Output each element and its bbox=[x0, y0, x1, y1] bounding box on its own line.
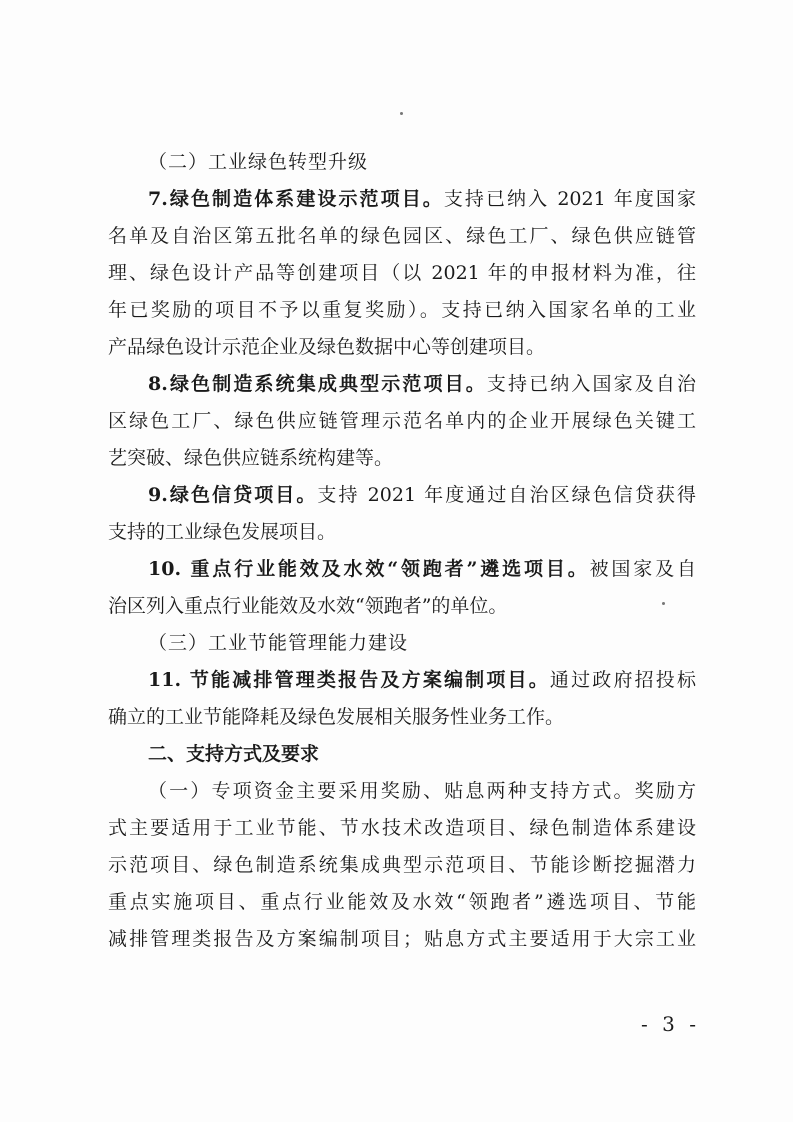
item-title: 8.绿色制造系统集成典型示范项目。 bbox=[148, 373, 487, 395]
paragraph-line: 区绿色工厂、绿色供应链管理示范名单内的企业开展绿色关键工 bbox=[108, 410, 696, 432]
paragraph-line: 产品绿色设计示范企业及绿色数据中心等创建项目。 bbox=[108, 336, 546, 358]
paragraph-line: 重点实施项目、重点行业能效及水效“领跑者”遴选项目、节能 bbox=[108, 891, 696, 913]
page-number: - 3 - bbox=[641, 1012, 700, 1036]
section-heading: （三）工业节能管理能力建设 bbox=[148, 632, 409, 654]
item-title: 9.绿色信贷项目。 bbox=[148, 484, 318, 506]
document-body bbox=[108, 144, 696, 958]
paragraph-line: 减排管理类报告及方案编制项目；贴息方式主要适用于大宗工业 bbox=[108, 928, 696, 950]
chapter-heading: 二、支持方式及要求 bbox=[148, 743, 320, 765]
paragraph-line: 10. 重点行业能效及水效“领跑者”遴选项目。被国家及自 bbox=[148, 558, 696, 580]
paragraph-line: 确立的工业节能降耗及绿色发展相关服务性业务工作。 bbox=[108, 706, 565, 728]
paragraph-line: 年已奖励的项目不予以重复奖励）。支持已纳入国家名单的工业 bbox=[108, 299, 696, 321]
paragraph-line: 7.绿色制造体系建设示范项目。支持已纳入 2021 年度国家 bbox=[148, 188, 696, 210]
paragraph-line: 名单及自治区第五批名单的绿色园区、绿色工厂、绿色供应链管 bbox=[108, 225, 696, 247]
paragraph-line: 9.绿色信贷项目。支持 2021 年度通过自治区绿色信贷获得 bbox=[148, 484, 696, 506]
paragraph-line: 示范项目、绿色制造系统集成典型示范项目、节能诊断挖掘潜力 bbox=[108, 854, 696, 876]
paragraph-line: （一）专项资金主要采用奖励、贴息两种支持方式。奖励方 bbox=[148, 780, 696, 802]
paragraph-line: 理、绿色设计产品等创建项目（以 2021 年的申报材料为准，往 bbox=[108, 262, 696, 284]
scan-speck bbox=[400, 112, 403, 115]
item-title: 10. 重点行业能效及水效“领跑者”遴选项目。 bbox=[148, 558, 590, 580]
paragraph-line: 支持的工业绿色发展项目。 bbox=[108, 521, 337, 543]
paragraph-line: 治区列入重点行业能效及水效“领跑者”的单位。 bbox=[108, 595, 508, 617]
paragraph-line: 式主要适用于工业节能、节水技术改造项目、绿色制造体系建设 bbox=[108, 817, 696, 839]
item-title: 11. 节能减排管理类报告及方案编制项目。 bbox=[148, 669, 550, 691]
item-title: 7.绿色制造体系建设示范项目。 bbox=[148, 188, 444, 210]
section-heading: （二）工业绿色转型升级 bbox=[148, 151, 369, 173]
paragraph-line: 8.绿色制造系统集成典型示范项目。支持已纳入国家及自治 bbox=[148, 373, 696, 395]
paragraph-line: 艺突破、绿色供应链系统构建等。 bbox=[108, 447, 394, 469]
paragraph-line: 11. 节能减排管理类报告及方案编制项目。通过政府招投标 bbox=[148, 669, 696, 691]
